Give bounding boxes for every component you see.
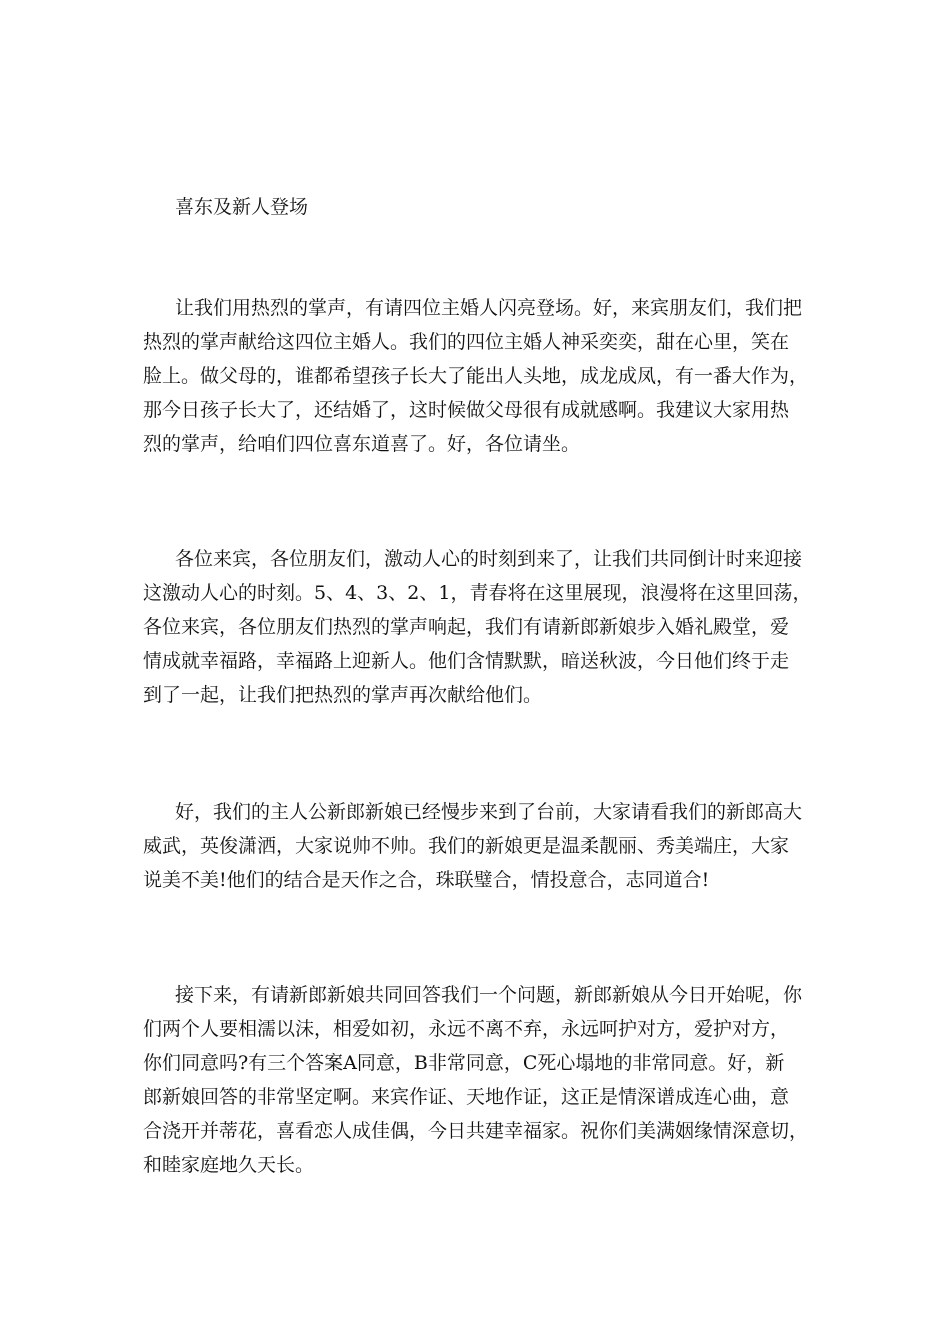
paragraph-4-line-3: 你们同意吗?有三个答案A同意，B非常同意，C死心塌地的非常同意。好，新 bbox=[143, 1052, 785, 1074]
paragraph-4-line-4: 郎新娘回答的非常坚定啊。来宾作证、天地作证，这正是情深谱成连心曲，意 bbox=[143, 1086, 790, 1108]
paragraph-3-line-1: 好，我们的主人公新郎新娘已经慢步来到了台前，大家请看我们的新郎高大 bbox=[175, 801, 803, 823]
paragraph-2-line-2: 这激动人心的时刻。5、4、3、2、1，青春将在这里展现，浪漫将在这里回荡， bbox=[143, 582, 812, 604]
paragraph-3-line-2: 威武，英俊潇洒，大家说帅不帅。我们的新娘更是温柔靓丽、秀美端庄，大家 bbox=[143, 835, 790, 857]
paragraph-2-line-5: 到了一起，让我们把热烈的掌声再次献给他们。 bbox=[143, 684, 543, 706]
paragraph-4-line-2: 们两个人要相濡以沫，相爱如初，永远不离不弃，永远呵护对方，爱护对方， bbox=[143, 1018, 790, 1040]
paragraph-2-line-1: 各位来宾，各位朋友们，激动人心的时刻到来了，让我们共同倒计时来迎接 bbox=[175, 548, 803, 570]
paragraph-4-line-5: 合浇开并蒂花，喜看恋人成佳偶，今日共建幸福家。祝你们美满姻缘情深意切， bbox=[143, 1120, 809, 1142]
document-heading: 喜东及新人登场 bbox=[175, 196, 309, 218]
paragraph-2-line-4: 情成就幸福路，幸福路上迎新人。他们含情默默，暗送秋波，今日他们终于走 bbox=[143, 650, 790, 672]
paragraph-1-line-3: 脸上。做父母的，谁都希望孩子长大了能出人头地，成龙成凤，有一番大作为， bbox=[143, 365, 809, 387]
paragraph-4-line-1: 接下来，有请新郎新娘共同回答我们一个问题，新郎新娘从今日开始呢，你 bbox=[175, 984, 803, 1006]
paragraph-3-line-3: 说美不美!他们的结合是天作之合，珠联璧合，情投意合，志同道合! bbox=[143, 869, 710, 891]
paragraph-1-line-5: 烈的掌声，给咱们四位喜东道喜了。好，各位请坐。 bbox=[143, 433, 581, 455]
paragraph-4-line-6: 和睦家庭地久天长。 bbox=[143, 1154, 315, 1176]
paragraph-1-line-4: 那今日孩子长大了，还结婚了，这时候做父母很有成就感啊。我建议大家用热 bbox=[143, 399, 790, 421]
paragraph-2-line-3: 各位来宾，各位朋友们热烈的掌声响起，我们有请新郎新娘步入婚礼殿堂，爱 bbox=[143, 616, 790, 638]
paragraph-1-line-1: 让我们用热烈的掌声，有请四位主婚人闪亮登场。好，来宾朋友们，我们把 bbox=[175, 297, 803, 319]
paragraph-1-line-2: 热烈的掌声献给这四位主婚人。我们的四位主婚人神采奕奕，甜在心里，笑在 bbox=[143, 331, 790, 353]
